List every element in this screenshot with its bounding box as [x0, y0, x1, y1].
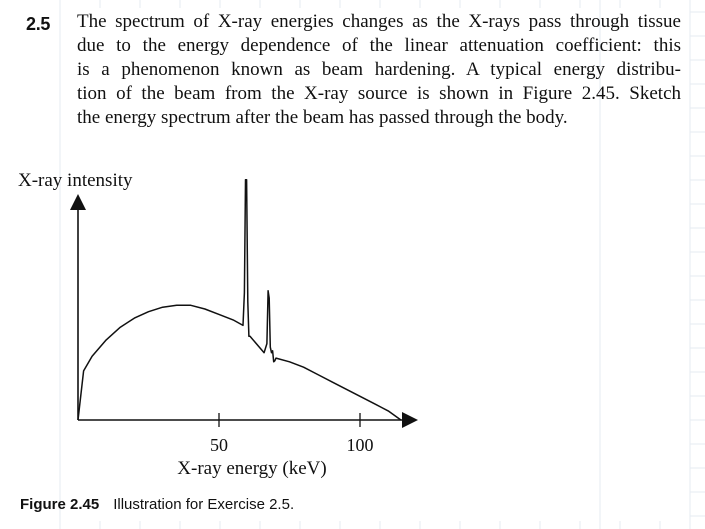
y-axis-label: X-ray intensity: [18, 170, 133, 191]
x-axis-arrow-icon: [402, 412, 418, 428]
spectrum-figure: [0, 160, 705, 495]
x-tick-label: 50: [210, 435, 228, 455]
exercise-text-line: The spectrum of X-ray energies changes as the X-rays pass through tissue: [77, 11, 681, 32]
spectrum-curve: [78, 180, 401, 420]
y-axis-arrow-icon: [70, 194, 86, 210]
figure-label: Figure 2.45: [20, 496, 100, 513]
figure-caption: [20, 496, 294, 513]
x-tick-label: 100: [346, 435, 374, 455]
exercise-text-line: tion of the beam from the X-ray source is shown in Figure 2.45. Sketch: [77, 83, 681, 104]
figure-caption-text: Illustration for Exercise 2.5.: [113, 496, 295, 513]
exercise-text-line: due to the energy dependence of the linear attenuation coefficient: this: [77, 35, 681, 56]
exercise-number: 2.5: [26, 14, 51, 34]
x-axis-label: X-ray energy (keV): [177, 458, 327, 479]
exercise-text-line: is a phenomenon known as beam hardening. A typical energy distribu-: [77, 59, 681, 80]
exercise-text-line: the energy spectrum after the beam has passed through the body.: [77, 107, 568, 128]
